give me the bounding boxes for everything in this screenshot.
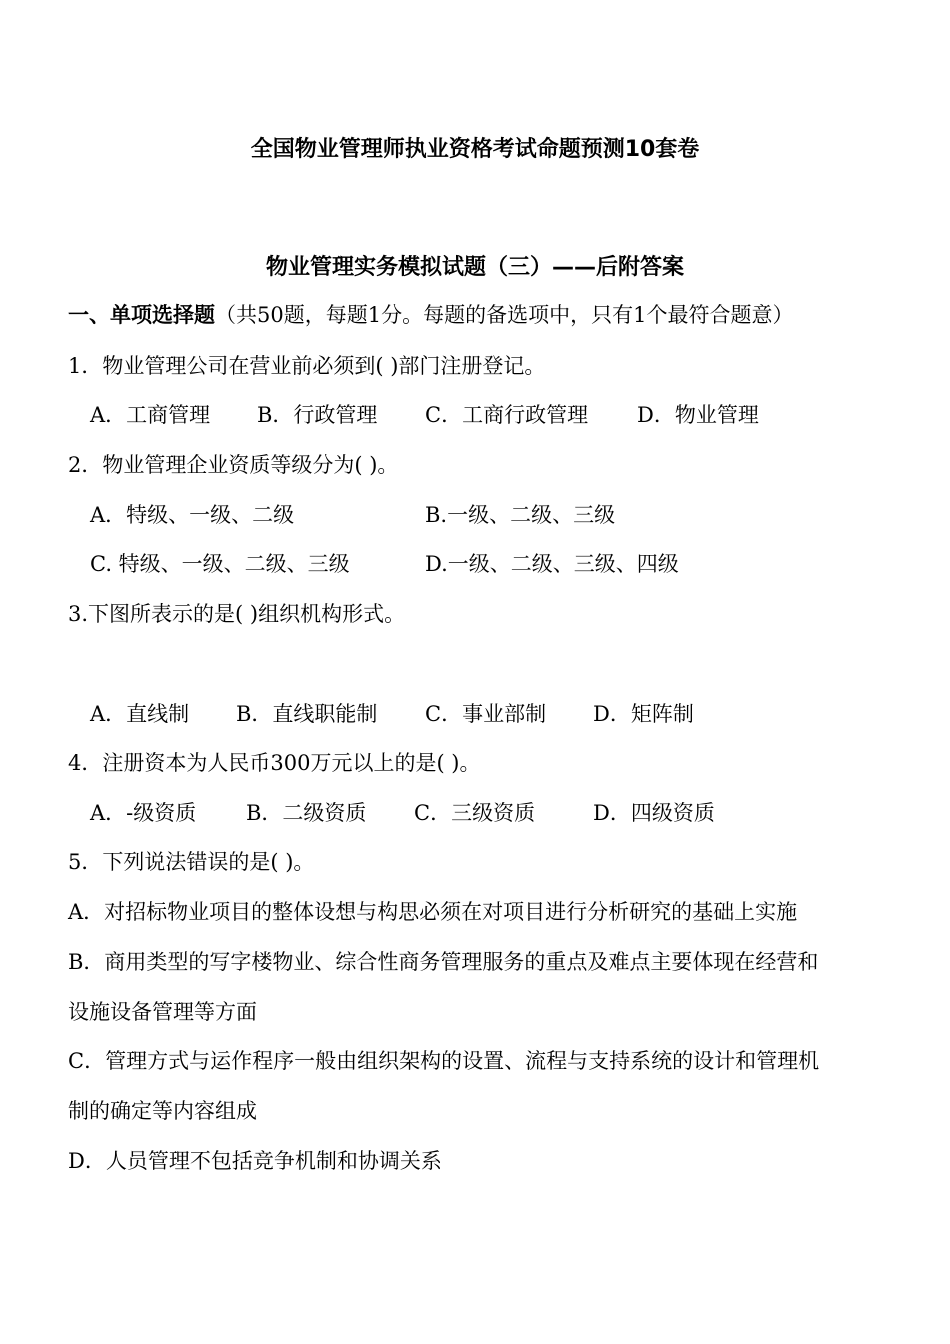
question-1-option-c: C．工商行政管理	[425, 403, 589, 427]
section-heading	[68, 300, 793, 330]
question-4-option-a: A．-级资质	[90, 801, 197, 825]
question-2-option-b: B.一级、二级、三级	[425, 503, 616, 527]
question-1-option-a: A．工商管理	[90, 403, 211, 427]
question-2-stem: 2．物业管理企业资质等级分为( )。	[68, 453, 399, 477]
question-1-option-b: B．行政管理	[257, 403, 378, 427]
org-chart-figure-area	[90, 638, 850, 690]
question-3-option-b: B．直线职能制	[236, 702, 378, 726]
section-heading-label: 一、单项选择题	[68, 302, 215, 327]
question-2-option-a: A．特级、一级、二级	[90, 503, 295, 527]
question-5-option-c-continued: 制的确定等内容组成	[68, 1099, 257, 1123]
question-4-option-d: D．四级资质	[593, 801, 715, 825]
question-3-option-d: D．矩阵制	[593, 702, 694, 726]
question-1-stem: 1．物业管理公司在营业前必须到( )部门注册登记。	[68, 354, 546, 378]
question-5-option-b: B．商用类型的写字楼物业、综合性商务管理服务的重点及难点主要体现在经营和	[68, 950, 819, 974]
question-4-stem: 4．注册资本为人民币300万元以上的是( )。	[68, 751, 481, 775]
question-5-option-b-continued: 设施设备管理等方面	[68, 1000, 257, 1024]
question-2-option-d: D.一级、二级、三级、四级	[425, 552, 679, 576]
question-5-option-d: D．人员管理不包括竞争机制和协调关系	[68, 1149, 442, 1173]
section-heading-note: （共50题，每题1分。每题的备选项中，只有1个最符合题意）	[215, 303, 794, 327]
question-5-option-a: A．对招标物业项目的整体设想与构思必须在对项目进行分析研究的基础上实施	[68, 900, 798, 924]
question-4-option-c: C．三级资质	[414, 801, 536, 825]
question-3-option-c: C．事业部制	[425, 702, 547, 726]
exam-subtitle: 物业管理实务模拟试题（三）——后附答案	[265, 255, 684, 280]
question-5-option-c: C．管理方式与运作程序一般由组织架构的设置、流程与支持系统的设计和管理机	[68, 1049, 820, 1073]
question-2-option-c: C. 特级、一级、二级、三级	[90, 552, 350, 576]
question-3-stem: 3.下图所表示的是( )组织机构形式。	[68, 602, 406, 626]
question-5-stem: 5．下列说法错误的是( )。	[68, 850, 315, 874]
question-1-option-d: D．物业管理	[637, 403, 759, 427]
question-4-option-b: B．二级资质	[246, 801, 367, 825]
question-3-option-a: A．直线制	[90, 702, 190, 726]
document-title: 全国物业管理师执业资格考试命题预测10套卷	[250, 137, 700, 162]
